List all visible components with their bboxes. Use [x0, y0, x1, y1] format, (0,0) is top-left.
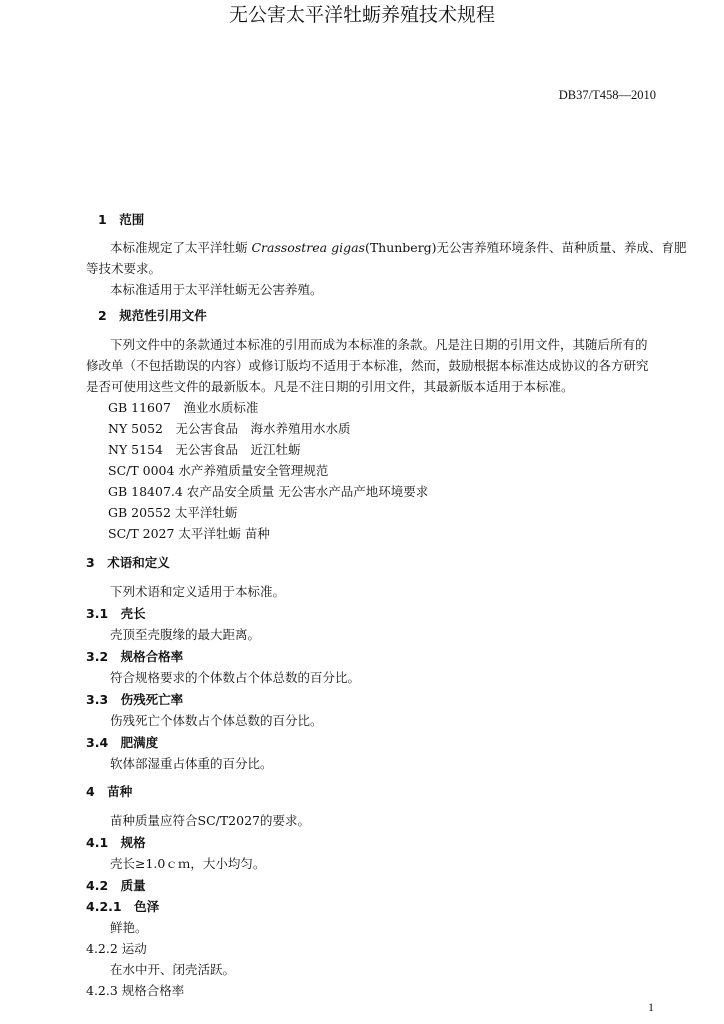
- reference-item: GB 20552 太平洋牡蛎: [108, 505, 238, 520]
- reference-item: GB 11607 渔业水质标准: [108, 400, 259, 415]
- section-1-para-1-line-2: 等技术要求。: [86, 261, 162, 276]
- term-3-2-definition: 符合规格要求的个体数占个体总数的百分比。: [110, 670, 361, 685]
- term-3-3-definition: 伤残死亡个体数占个体总数的百分比。: [110, 713, 323, 728]
- section-1-para-2: 本标准适用于太平洋牡蛎无公害养殖。: [110, 282, 323, 297]
- section-4-2-3-heading: 4.2.3 规格合格率: [86, 983, 185, 998]
- section-4-2-1-text: 鲜艳。: [110, 920, 148, 935]
- term-3-4-definition: 软体部湿重占体重的百分比。: [110, 756, 273, 771]
- section-4-intro: 苗种质量应符合SC/T2027的要求。: [110, 813, 310, 828]
- section-4-heading: 4 苗种: [86, 784, 133, 799]
- section-4-1-heading: 4.1 规格: [86, 835, 146, 850]
- section-2-heading: 2 规范性引用文件: [98, 308, 207, 323]
- section-4-2-heading: 4.2 质量: [86, 878, 146, 893]
- section-4-2-2-text: 在水中开、闭壳活跃。: [110, 962, 236, 977]
- section-4-2-1-heading: 4.2.1 色泽: [86, 899, 160, 914]
- section-3-intro: 下列术语和定义适用于本标准。: [110, 584, 286, 599]
- section-3-heading: 3 术语和定义: [86, 555, 170, 570]
- reference-item: NY 5154 无公害食品 近江牡蛎: [108, 442, 301, 457]
- species-name: Crassostrea gigas: [251, 240, 365, 255]
- term-3-4-heading: 3.4 肥满度: [86, 735, 159, 750]
- term-3-1-heading: 3.1 壳长: [86, 606, 146, 621]
- section-1-para-1-line-1: 本标准规定了太平洋牡蛎 Crassostrea gigas(Thunberg)无公害养殖环境条件、苗种质量、养成、育肥: [110, 240, 687, 255]
- document-title: 无公害太平洋牡蛎养殖技术规程: [228, 4, 495, 26]
- term-3-3-heading: 3.3 伤残死亡率: [86, 692, 184, 707]
- section-2-para-line-3: 是否可使用这些文件的最新版本。凡是不注日期的引用文件，其最新版本适用于本标准。: [86, 379, 574, 394]
- page-number: 1: [648, 1000, 654, 1014]
- standard-code: DB37/T458—2010: [558, 88, 656, 102]
- section-4-2-2-heading: 4.2.2 运动: [86, 941, 147, 956]
- section-4-1-text: 壳长≥1.0ｃｍ，大小均匀。: [110, 856, 266, 871]
- section-1-heading: 1 范围: [98, 212, 145, 227]
- reference-item: NY 5052 无公害食品 海水养殖用水水质: [108, 421, 351, 436]
- term-3-2-heading: 3.2 规格合格率: [86, 649, 184, 664]
- reference-item: SC/T 2027 太平洋牡蛎 苗种: [108, 526, 270, 541]
- reference-item: GB 18407.4 农产品安全质量 无公害水产品产地环境要求: [108, 484, 429, 499]
- term-3-1-definition: 壳顶至壳腹缘的最大距离。: [110, 627, 261, 642]
- section-2-para-line-1: 下列文件中的条款通过本标准的引用而成为本标准的条款。凡是注日期的引用文件，其随后所有的: [110, 337, 648, 352]
- section-2-para-line-2: 修改单（不包括勘误的内容）或修订版均不适用于本标准，然而，鼓励根据本标准达成协议的各方研究: [86, 358, 649, 373]
- reference-item: SC/T 0004 水产养殖质量安全管理规范: [108, 463, 329, 478]
